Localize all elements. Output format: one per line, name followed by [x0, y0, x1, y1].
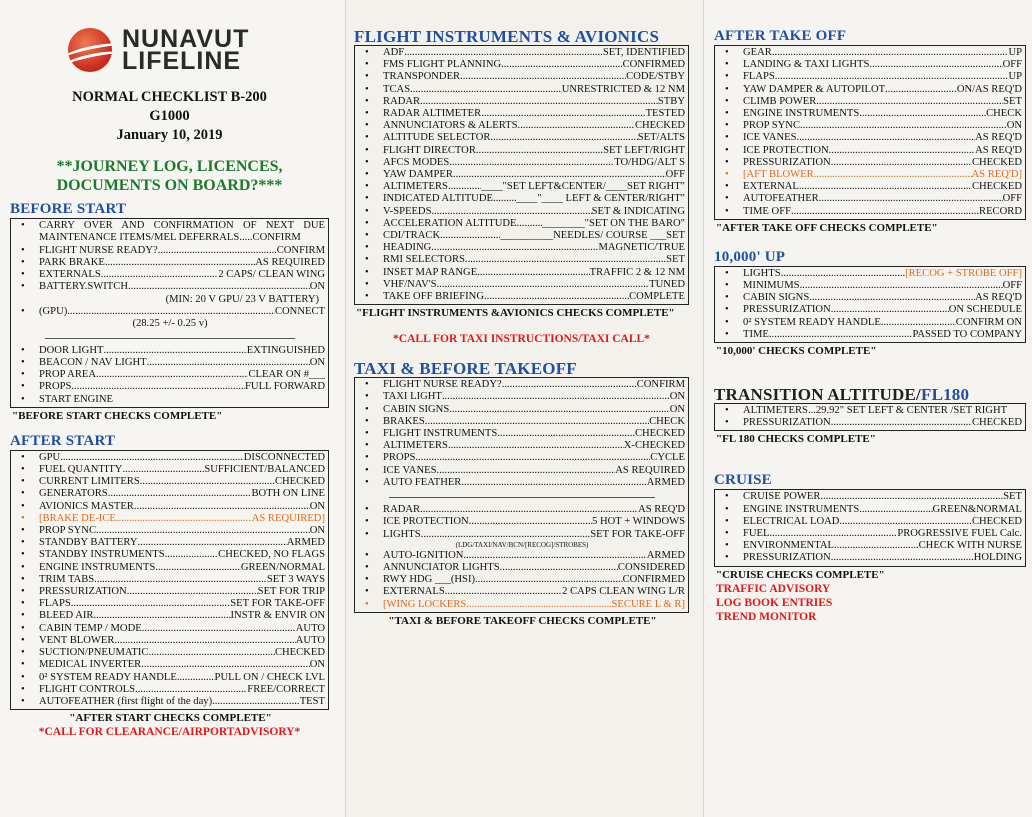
- list-item: • FLAPS ..... SET FOR TAKE-OFF: [15, 598, 325, 610]
- list-item: • PARK BRAKE ..... AS REQUIRED: [15, 257, 325, 269]
- list-item: • 0² SYSTEM READY HANDLE ..... CONFIRM ON: [719, 317, 1022, 329]
- list-item: • FMS FLIGHT PLANNING ..... CONFIRMED: [359, 59, 685, 71]
- divider: [389, 497, 655, 498]
- list-item: • ENGINE INSTRUMENTS ..... CHECK: [719, 108, 1022, 120]
- list-item: • MINIMUMS ..... OFF: [719, 280, 1022, 292]
- list-item: • FUEL ..... PROGRESSIVE FUEL Calc.: [719, 528, 1022, 540]
- document-title: NORMAL CHECKLIST B-200: [72, 89, 267, 105]
- list-item: • 0² SYSTEM READY HANDLE ..... PULL ON / CHECK LVL: [15, 672, 325, 684]
- list-item: • INDICATED ALTITUDE ..... ____"____ LEFT & CENTER/RIGHT": [359, 193, 685, 205]
- logo-line2: LIFELINE: [122, 47, 242, 75]
- clearance-call: *CALL FOR CLEARANCE/AIRPORTADVISORY*: [38, 726, 301, 739]
- list-item: • ANNUNCIATORS & ALERTS ..... CHECKED: [359, 120, 685, 132]
- battery-note: (MIN: 20 V GPU/ 23 V BATTERY): [165, 293, 319, 305]
- lifeline-swoosh-icon: [68, 28, 112, 72]
- cruise-list: [719, 491, 1022, 564]
- list-item: • VHF/NAV'S ..... TUNED: [359, 279, 685, 291]
- list-item: • FLIGHT CONTROLS ..... FREE/CORRECT: [15, 684, 325, 696]
- list-item: • DOOR LIGHT ..... EXTINGUISHED: [15, 345, 325, 357]
- list-item: • PROP SYNC ..... ON: [719, 120, 1022, 132]
- list-item: • ALTIMETERS...29.92" SET LEFT & CENTER /SET RIGHT: [719, 405, 1022, 417]
- list-item: • PRESSURIZATION ..... SET FOR TRIP: [15, 586, 325, 598]
- list-item: • TIME ..... PASSED TO COMPANY: [719, 329, 1022, 341]
- before-start-complete: "BEFORE START CHECKS COMPLETE": [12, 409, 223, 422]
- list-item: • RMI SELECTORS ..... SET: [359, 254, 685, 266]
- list-item: • CLIMB POWER ..... SET: [719, 96, 1022, 108]
- list-item: • TRIM TABS ..... SET 3 WAYS: [15, 574, 325, 586]
- panel-right: [703, 0, 1032, 817]
- list-item: • PRESSURIZATION ..... CHECKED: [719, 157, 1022, 169]
- ten-thousand-box: [714, 266, 1026, 343]
- document-subtitle: G1000: [149, 108, 190, 124]
- nunavut-lifeline-logo: [68, 25, 329, 75]
- cruise-complete: "CRUISE CHECKS COMPLETE": [716, 568, 885, 581]
- flight-instruments-complete: "FLIGHT INSTRUMENTS &AVIONICS CHECKS COMPLETE": [356, 307, 675, 320]
- before-start-list-2: [15, 345, 325, 394]
- list-item: • BATTERY.SWITCH ..... ON: [15, 281, 325, 293]
- list-item: • RWY HDG ___(HSI) ..... CONFIRMED: [359, 574, 685, 586]
- list-item: • RADAR ..... AS REQ'D: [359, 504, 685, 516]
- list-item: • CDI/TRACK ..... __________NEEDLES/ COURSE ___SET: [359, 230, 685, 242]
- flight-instruments-list: [359, 47, 685, 303]
- cruise-note-1: TRAFFIC ADVISORY: [716, 582, 831, 595]
- transition-heading: TRANSITION ALTITUDE/FL180: [714, 385, 970, 405]
- list-item: • MEDICAL INVERTER ..... ON: [15, 659, 325, 671]
- list-item: • V-SPEEDS ..... SET & INDICATING: [359, 206, 685, 218]
- list-item: • FLIGHT NURSE READY? ..... CONFIRM: [359, 379, 685, 391]
- list-item: • FLIGHT DIRECTOR ..... SET LEFT/RIGHT: [359, 145, 685, 157]
- list-item: • [WING LOCKERS ..... SECURE L & R]: [359, 599, 685, 611]
- taxi-complete: "TAXI & BEFORE TAKEOFF CHECKS COMPLETE": [388, 614, 657, 627]
- list-item: • ENGINE INSTRUMENTS ..... GREEN&NORMAL: [719, 504, 1022, 516]
- cruise-box: [714, 489, 1026, 566]
- list-item: • GPU ..... DISCONNECTED: [15, 452, 325, 464]
- list-item: • CABIN TEMP / MODE ..... AUTO: [15, 623, 325, 635]
- list-item: • INSET MAP RANGE ..... TRAFFIC 2 & 12 NM: [359, 267, 685, 279]
- document-title-block: [10, 88, 329, 145]
- cruise-note-2: LOG BOOK ENTRIES: [716, 596, 833, 609]
- list-item: • PRESSURIZATION ..... CHECKED: [719, 417, 1022, 429]
- list-item: • ACCELERATION ALTITUDE ..... ________"SET ON THE BARO": [359, 218, 685, 230]
- list-item: • ENGINE INSTRUMENTS ..... GREEN/NORMAL: [15, 562, 325, 574]
- list-item: • TIME OFF ..... RECORD: [719, 206, 1022, 218]
- list-item: • CURRENT LIMITERS ..... CHECKED: [15, 476, 325, 488]
- list-item: • CRUISE POWER ..... SET: [719, 491, 1022, 503]
- list-item: • TAKE OFF BRIEFING ..... COMPLETE: [359, 291, 685, 303]
- list-item: • FLAPS ..... UP: [719, 71, 1022, 83]
- taxi-box: [354, 377, 689, 612]
- list-item: • PROP AREA ..... CLEAR ON #___: [15, 369, 325, 381]
- flight-instruments-box: [354, 45, 689, 305]
- list-item: • [BRAKE DE-ICE ..... AS REQUIRED]: [15, 513, 325, 525]
- after-start-box: [10, 450, 329, 710]
- taxi-list-3: [359, 550, 685, 611]
- list-item: • PRESSURIZATION ..... HOLDING: [719, 552, 1022, 564]
- panel-left: [0, 0, 345, 817]
- panel-middle: [345, 0, 703, 817]
- list-item: • LIGHTS ..... [RECOG + STROBE OFF]: [719, 268, 1022, 280]
- list-item: • EXTERNALS ..... 2 CAPS CLEAN WING L/R: [359, 586, 685, 598]
- after-takeoff-list: [719, 47, 1022, 218]
- list-item: • VENT BLOWER ..... AUTO: [15, 635, 325, 647]
- list-item: • ALTIMETERS ..... ____"SET LEFT&CENTER/____SET RIGHT": [359, 181, 685, 193]
- lights-note: (LDG/TAXI/NAV/BCN/[RECOG]/STROBES): [455, 540, 589, 549]
- taxi-heading: TAXI & BEFORE TAKEOFF: [354, 359, 577, 379]
- list-item: • BLEED AIR ..... INSTR & ENVIR ON: [15, 610, 325, 622]
- list-item: • BRAKES ..... CHECK: [359, 416, 685, 428]
- list-item: • FUEL QUANTITY ..... SUFFICIENT/BALANCED: [15, 464, 325, 476]
- list-item: • BEACON / NAV LIGHT ..... ON: [15, 357, 325, 369]
- ten-thousand-complete: "10,000' CHECKS COMPLETE": [716, 345, 877, 358]
- transition-complete: "FL 180 CHECKS COMPLETE": [716, 433, 876, 446]
- list-item: • PRESSURIZATION ..... ON SCHEDULE: [719, 304, 1022, 316]
- after-start-list: [15, 452, 325, 708]
- flight-instruments-heading: FLIGHT INSTRUMENTS & AVIONICS: [354, 27, 660, 46]
- list-item: • ICE PROTECTION ..... 5 HOT + WINDOWS: [359, 516, 685, 528]
- list-item: • AVIONICS MASTER ..... ON: [15, 501, 325, 513]
- before-start-heading: BEFORE START: [10, 201, 127, 217]
- after-takeoff-box: [714, 45, 1026, 220]
- transition-box: [714, 403, 1026, 431]
- list-item: • ANNUNCIATOR LIGHTS ..... CONSIDERED: [359, 562, 685, 574]
- list-item: • CABIN SIGNS ..... ON: [359, 404, 685, 416]
- list-item: • HEADING ..... MAGNETIC/TRUE: [359, 242, 685, 254]
- list-item: • TRANSPONDER ..... CODE/STBY: [359, 71, 685, 83]
- document-date: January 10, 2019: [116, 127, 223, 143]
- taxi-list: [359, 379, 685, 489]
- list-item: • CARRY OVER AND CONFIRMATION OF NEXT DUE MAINTENANCE ITEMS/MEL DEFERRALS.....CONFIRM: [15, 220, 325, 245]
- list-item: • FLIGHT INSTRUMENTS ..... CHECKED: [359, 428, 685, 440]
- after-start-heading: AFTER START: [10, 432, 116, 449]
- list-item: • PROP SYNC ..... ON: [15, 525, 325, 537]
- list-item: • ICE VANES ..... AS REQUIRED: [359, 465, 685, 477]
- list-item: • GEAR ..... UP: [719, 47, 1022, 59]
- list-item: • GENERATORS ..... BOTH ON LINE: [15, 488, 325, 500]
- after-start-complete: "AFTER START CHECKS COMPLETE": [69, 712, 272, 725]
- list-item: • YAW DAMPER & AUTOPILOT ..... ON/AS REQ'D: [719, 84, 1022, 96]
- list-item: • EXTERNALS ..... 2 CAPS/ CLEAN WING: [15, 269, 325, 281]
- gpu-note: (28.25 +/- 0.25 v): [132, 317, 208, 329]
- list-item: • ELECTRICAL LOAD ..... CHECKED: [719, 516, 1022, 528]
- list-item: • ICE VANES ..... AS REQ'D: [719, 132, 1022, 144]
- list-item: • AUTO FEATHER ..... ARMED: [359, 477, 685, 489]
- list-item: • AUTOFEATHER (first flight of the day) ..... TEST: [15, 696, 325, 708]
- list-item: • AFCS MODES ..... TO/HDG/ALT S: [359, 157, 685, 169]
- logo-line1: NUNAVUT: [122, 25, 250, 53]
- list-item: • LIGHTS ..... SET FOR TAKE-OFF: [359, 529, 685, 541]
- divider: [45, 338, 295, 339]
- list-item: • (GPU) ..... CONNECT: [15, 306, 325, 318]
- list-item: • SUCTION/PNEUMATIC ..... CHECKED: [15, 647, 325, 659]
- list-item: • CABIN SIGNS ..... AS REQ'D: [719, 292, 1022, 304]
- after-takeoff-heading: AFTER TAKE OFF: [714, 28, 847, 44]
- list-item: • FLIGHT NURSE READY? ..... CONFIRM: [15, 245, 325, 257]
- list-item: • LANDING & TAXI LIGHTS ..... OFF: [719, 59, 1022, 71]
- after-takeoff-complete: "AFTER TAKE OFF CHECKS COMPLETE": [716, 221, 938, 234]
- list-item: • PROPS ..... CYCLE: [359, 452, 685, 464]
- list-item: • PROPS ..... FULL FORWARD: [15, 381, 325, 393]
- cruise-note-3: TREND MONITOR: [716, 610, 817, 623]
- ten-thousand-list: [719, 268, 1022, 341]
- taxi-call: *CALL FOR TAXI INSTRUCTIONS/TAXI CALL*: [393, 333, 650, 346]
- ten-thousand-heading: 10,000' UP: [714, 248, 786, 265]
- list-item: • [AFT BLOWER ..... AS REQ'D]: [719, 169, 1022, 181]
- list-item: • ENVIRONMENTAL ..... CHECK WITH NURSE: [719, 540, 1022, 552]
- list-item: • START ENGINE: [15, 394, 325, 406]
- list-item: • STANDBY BATTERY ..... ARMED: [15, 537, 325, 549]
- list-item: • TCAS ..... UNRESTRICTED & 12 NM: [359, 84, 685, 96]
- list-item: • AUTO-IGNITION ..... ARMED: [359, 550, 685, 562]
- taxi-list-2: [359, 504, 685, 541]
- list-item: • ADF ..... SET, IDENTIFIED: [359, 47, 685, 59]
- list-item: • AUTOFEATHER ..... OFF: [719, 193, 1022, 205]
- documents-banner: **JOURNEY LOG, LICENCES, DOCUMENTS ON BOARD?***: [56, 158, 283, 194]
- list-item: • STANDBY INSTRUMENTS ..... CHECKED, NO FLAGS: [15, 549, 325, 561]
- list-item: • ICE PROTECTION ..... AS REQ'D: [719, 145, 1022, 157]
- list-item: • ALTIMETERS ..... X-CHECKED: [359, 440, 685, 452]
- list-item: • TAXI LIGHT ..... ON: [359, 391, 685, 403]
- list-item: • YAW DAMPER ..... OFF: [359, 169, 685, 181]
- list-item: • RADAR ALTIMETER ..... TESTED: [359, 108, 685, 120]
- cruise-heading: CRUISE: [714, 472, 772, 489]
- before-start-list: [15, 245, 325, 294]
- list-item: • RADAR ..... STBY: [359, 96, 685, 108]
- list-item: • EXTERNAL ..... CHECKED: [719, 181, 1022, 193]
- list-item: • ALTITUDE SELECTOR ..... SET/ALTS: [359, 132, 685, 144]
- before-start-box: [10, 218, 329, 408]
